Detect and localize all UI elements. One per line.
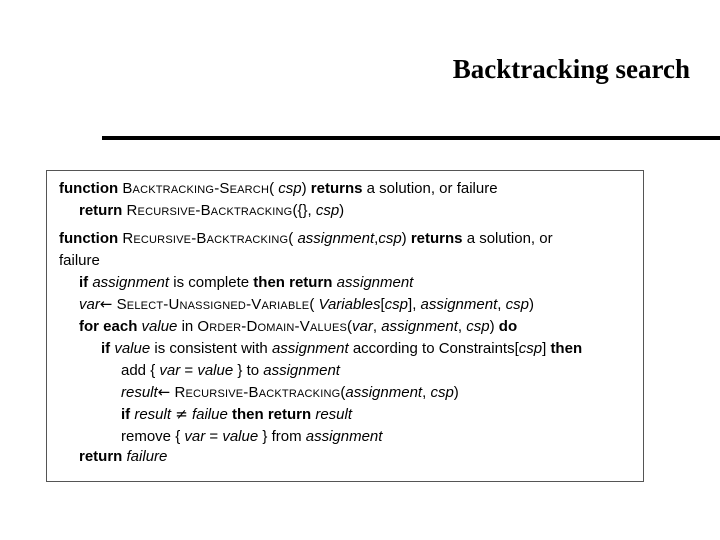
paren: )	[528, 296, 534, 313]
variable: assignment	[271, 340, 349, 357]
brace: {	[150, 362, 156, 379]
algorithm-box	[46, 170, 644, 482]
variable: csp	[430, 384, 454, 401]
keyword-if: if	[121, 406, 131, 423]
variable: value	[114, 340, 151, 357]
variable: Variables	[318, 296, 381, 313]
plain-text: from	[271, 428, 302, 445]
equals-symbol: =	[184, 362, 194, 379]
plain-text: add	[121, 362, 147, 379]
paren: (	[292, 202, 298, 219]
keyword-function: function	[59, 230, 119, 247]
variable: csp	[278, 180, 302, 197]
algo-line-9	[121, 361, 340, 380]
keyword-returns: returns	[410, 230, 463, 247]
keyword-return: return	[267, 406, 312, 423]
function-name: Recursive-Backtracking	[174, 384, 341, 401]
algo-line-1	[59, 179, 498, 198]
plain-text: a solution, or	[466, 230, 553, 247]
variable: csp	[466, 318, 490, 335]
not-equal-symbol: ≠	[175, 405, 188, 423]
function-name: Recursive-Backtracking	[126, 202, 293, 219]
keyword-do: do	[498, 318, 518, 335]
function-name: Order-Domain-Values	[197, 318, 348, 335]
variable: assignment	[297, 230, 375, 247]
variable: csp	[505, 296, 529, 313]
variable: result	[315, 406, 353, 423]
bracket: ]	[408, 296, 413, 313]
bracket: ]	[542, 340, 547, 357]
variable: assignment	[345, 384, 423, 401]
algo-line-4	[59, 251, 100, 270]
paren: (	[340, 384, 346, 401]
variable: assignment	[381, 318, 458, 335]
variable: value	[222, 428, 259, 445]
brace: {	[175, 428, 181, 445]
algo-line-3	[59, 229, 553, 248]
title-divider	[102, 136, 720, 140]
keyword-if: if	[101, 340, 111, 357]
algo-line-13	[79, 447, 167, 466]
variable: failue	[191, 406, 228, 423]
variable: assignment	[336, 274, 414, 291]
keyword-for-each: for each	[79, 318, 138, 335]
variable: result	[134, 406, 172, 423]
plain-text: remove	[121, 428, 172, 445]
comma: ,	[457, 318, 463, 335]
algo-line-10	[121, 383, 459, 402]
paren: )	[489, 318, 495, 335]
arrow-symbol: ←	[99, 295, 113, 313]
keyword-then: then	[253, 274, 285, 291]
variable: csp	[315, 202, 340, 219]
variable: csp	[518, 340, 543, 357]
variable: csp	[384, 296, 409, 313]
keyword-return: return	[79, 202, 123, 219]
comma: ,	[412, 296, 417, 313]
comma: ,	[497, 296, 502, 313]
algo-line-2	[79, 201, 344, 220]
variable: var	[184, 428, 206, 445]
variable: csp	[378, 230, 402, 247]
paren: (	[288, 230, 294, 247]
paren: )	[339, 202, 345, 219]
empty-set: {}	[297, 202, 308, 219]
variable: result	[121, 384, 158, 401]
paren: (	[347, 318, 353, 335]
variable: assignment	[305, 428, 383, 445]
plain-text: is consistent with	[154, 340, 268, 357]
slide-title: Backtracking search	[452, 54, 690, 84]
plain-text: failure	[59, 252, 100, 269]
arrow-symbol: ←	[157, 383, 171, 401]
function-name: Recursive-Backtracking	[122, 230, 289, 247]
keyword-return: return	[79, 448, 123, 465]
bracket: [	[380, 296, 385, 313]
brace: }	[237, 362, 243, 379]
variable: var	[159, 362, 181, 379]
keyword-then: then	[231, 406, 264, 423]
comma: ,	[307, 202, 312, 219]
keyword-if: if	[79, 274, 89, 291]
keyword-then: then	[550, 340, 583, 357]
algo-line-5	[79, 273, 413, 292]
algo-line-7	[79, 317, 517, 336]
algo-line-12	[121, 427, 382, 446]
comma: ,	[422, 384, 427, 401]
algo-line-11	[121, 405, 352, 424]
paren: )	[301, 180, 307, 197]
plain-text: is complete	[173, 274, 250, 291]
variable: value	[197, 362, 234, 379]
brace: }	[262, 428, 268, 445]
paren: )	[453, 384, 459, 401]
paren: (	[309, 296, 315, 313]
keyword-function: function	[59, 180, 119, 197]
paren: )	[401, 230, 407, 247]
keyword-returns: returns	[310, 180, 363, 197]
algo-line-8	[101, 339, 582, 358]
plain-text: according to Constraints[	[352, 340, 519, 357]
variable: failure	[126, 448, 168, 465]
paren: (	[269, 180, 275, 197]
algo-line-6	[79, 295, 534, 314]
comma: ,	[372, 318, 378, 335]
comma: ,	[374, 230, 379, 247]
variable: assignment	[263, 362, 340, 379]
function-name: Select-Unassigned-Variable	[116, 296, 310, 313]
variable: var	[352, 318, 373, 335]
keyword-in: in	[181, 318, 194, 335]
plain-text: to	[246, 362, 260, 379]
variable: assignment	[420, 296, 498, 313]
equals-symbol: =	[209, 428, 219, 445]
keyword-return: return	[289, 274, 333, 291]
variable: assignment	[92, 274, 170, 291]
variable: value	[141, 318, 178, 335]
plain-text: a solution, or failure	[366, 180, 498, 197]
variable: var	[79, 296, 100, 313]
function-name: Backtracking-Search	[122, 180, 270, 197]
